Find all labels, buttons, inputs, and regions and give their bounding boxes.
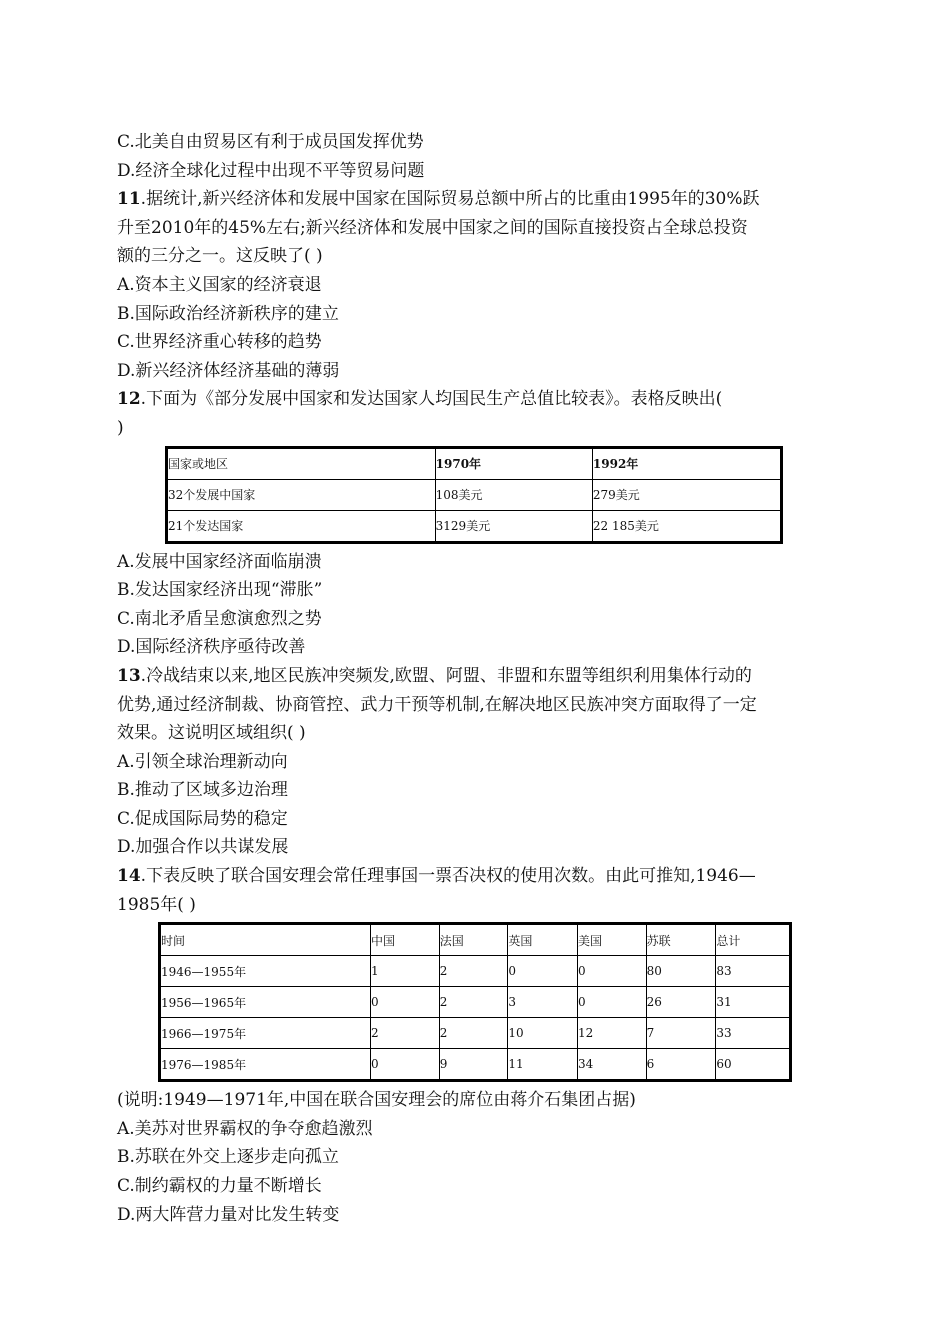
table-cell: 0 xyxy=(578,956,647,987)
table-cell: 108美元 xyxy=(435,479,592,510)
gnp-comparison-table xyxy=(165,446,783,544)
table-row xyxy=(167,479,782,510)
q13-option-a: A.引领全球治理新动向 xyxy=(117,751,288,772)
table-cell: 31 xyxy=(716,987,791,1018)
table-row xyxy=(167,510,782,542)
table-header-cell: 1992年 xyxy=(592,447,781,479)
q12-stem-line-2: ) xyxy=(117,417,124,438)
table-cell: 34 xyxy=(578,1049,647,1081)
q11-option-d: D.新兴经济体经济基础的薄弱 xyxy=(117,360,340,381)
q11-stem-line-1 xyxy=(117,185,837,214)
table-cell: 0 xyxy=(371,987,440,1018)
table-cell: 0 xyxy=(508,956,578,987)
q12-option-c: C.南北矛盾呈愈演愈烈之势 xyxy=(117,608,322,629)
q12-stem-text-1: .下面为《部分发展中国家和发达国家人均国民生产总值比较表》。表格反映出( xyxy=(140,389,723,410)
table-cell: 279美元 xyxy=(592,479,781,510)
table-cell: 1966—1975年 xyxy=(160,1018,371,1049)
table-cell: 10 xyxy=(508,1018,578,1049)
table-header-cell: 国家或地区 xyxy=(167,447,436,479)
q12-option-b: B.发达国家经济出现“滞胀” xyxy=(117,580,323,601)
table-row xyxy=(160,956,791,987)
table-header-cell: 中国 xyxy=(371,924,440,956)
table-cell: 3129美元 xyxy=(435,510,592,542)
table-cell: 21个发达国家 xyxy=(167,510,436,542)
table-header-cell: 总计 xyxy=(716,924,791,956)
table-cell: 3 xyxy=(508,987,578,1018)
q13-option-d: D.加强合作以共谋发展 xyxy=(117,837,289,858)
table-cell: 26 xyxy=(646,987,716,1018)
table-header-cell: 美国 xyxy=(578,924,647,956)
table-header-row xyxy=(160,924,791,956)
q11-option-c: C.世界经济重心转移的趋势 xyxy=(117,332,322,353)
q13-option-c: C.促成国际局势的稳定 xyxy=(117,808,288,829)
table-cell: 2 xyxy=(439,987,508,1018)
q14-option-d: D.两大阵营力量对比发生转变 xyxy=(117,1204,340,1225)
table-row xyxy=(160,1049,791,1081)
table-cell: 22 185美元 xyxy=(592,510,781,542)
table-cell: 2 xyxy=(371,1018,440,1049)
table-header-cell: 苏联 xyxy=(646,924,716,956)
q12-option-a: A.发展中国家经济面临崩溃 xyxy=(117,551,322,572)
table-header-cell: 时间 xyxy=(160,924,371,956)
table-cell: 12 xyxy=(578,1018,647,1049)
q13-stem-line-2: 优势,通过经济制裁、协商管控、武力干预等机制,在解决地区民族冲突方面取得了一定 xyxy=(117,694,757,715)
table-cell: 2 xyxy=(439,956,508,987)
q10-option-d: D.经济全球化过程中出现不平等贸易问题 xyxy=(117,160,425,181)
table-cell: 0 xyxy=(578,987,647,1018)
table-cell: 1 xyxy=(371,956,440,987)
q11-number: 11 xyxy=(117,189,141,210)
table-cell: 83 xyxy=(716,956,791,987)
table-cell: 1976—1985年 xyxy=(160,1049,371,1081)
table-header-cell: 法国 xyxy=(439,924,508,956)
q13-stem-line-1 xyxy=(117,662,837,691)
q11-stem-line-2: 升至2010年的45%左右;新兴经济体和发展中国家之间的国际直接投资占全球总投资 xyxy=(117,217,748,238)
table-cell: 7 xyxy=(646,1018,716,1049)
table-cell: 32个发展中国家 xyxy=(167,479,436,510)
q11-stem-text-1: .据统计,新兴经济体和发展中国家在国际贸易总额中所占的比重由1995年的30%跃 xyxy=(140,189,760,210)
q12-stem-line-1 xyxy=(117,385,837,414)
q14-option-c: C.制约霸权的力量不断增长 xyxy=(117,1176,322,1197)
table-cell: 2 xyxy=(439,1018,508,1049)
document-page xyxy=(117,128,837,1229)
table-cell: 1956—1965年 xyxy=(160,987,371,1018)
q14-stem-text-1: .下表反映了联合国安理会常任理事国一票否决权的使用次数。由此可推知,1946— xyxy=(140,866,756,887)
table-cell: 1946—1955年 xyxy=(160,956,371,987)
table-cell: 11 xyxy=(508,1049,578,1081)
table-header-row xyxy=(167,447,782,479)
veto-count-table xyxy=(158,922,792,1082)
table-cell: 9 xyxy=(439,1049,508,1081)
q13-stem-text-1: .冷战结束以来,地区民族冲突频发,欧盟、阿盟、非盟和东盟等组织利用集体行动的 xyxy=(140,665,752,686)
q14-option-a: A.美苏对世界霸权的争夺愈趋激烈 xyxy=(117,1118,373,1139)
table-cell: 60 xyxy=(716,1049,791,1081)
q12-option-d: D.国际经济秩序亟待改善 xyxy=(117,637,306,658)
table-cell: 0 xyxy=(371,1049,440,1081)
q14-stem-line-1 xyxy=(117,862,837,891)
q12-number: 12 xyxy=(117,389,141,410)
table-cell: 6 xyxy=(646,1049,716,1081)
q11-option-b: B.国际政治经济新秩序的建立 xyxy=(117,303,339,324)
table-row xyxy=(160,987,791,1018)
q14-number: 14 xyxy=(117,866,141,887)
q13-number: 13 xyxy=(117,665,141,686)
table-cell: 33 xyxy=(716,1018,791,1049)
q11-stem-line-3: 额的三分之一。这反映了( ) xyxy=(117,246,323,267)
q13-option-b: B.推动了区域多边治理 xyxy=(117,780,288,801)
table-header-cell: 英国 xyxy=(508,924,578,956)
q10-option-c: C.北美自由贸易区有利于成员国发挥优势 xyxy=(117,132,424,152)
table-cell: 80 xyxy=(646,956,716,987)
q11-option-a: A.资本主义国家的经济衰退 xyxy=(117,274,322,295)
q14-note: (说明:1949—1971年,中国在联合国安理会的席位由蒋介石集团占据) xyxy=(117,1090,636,1111)
q14-stem-line-2: 1985年( ) xyxy=(117,894,196,915)
q14-option-b: B.苏联在外交上逐步走向孤立 xyxy=(117,1147,339,1168)
q13-stem-line-3: 效果。这说明区域组织( ) xyxy=(117,723,306,744)
table-header-cell: 1970年 xyxy=(435,447,592,479)
table-row xyxy=(160,1018,791,1049)
